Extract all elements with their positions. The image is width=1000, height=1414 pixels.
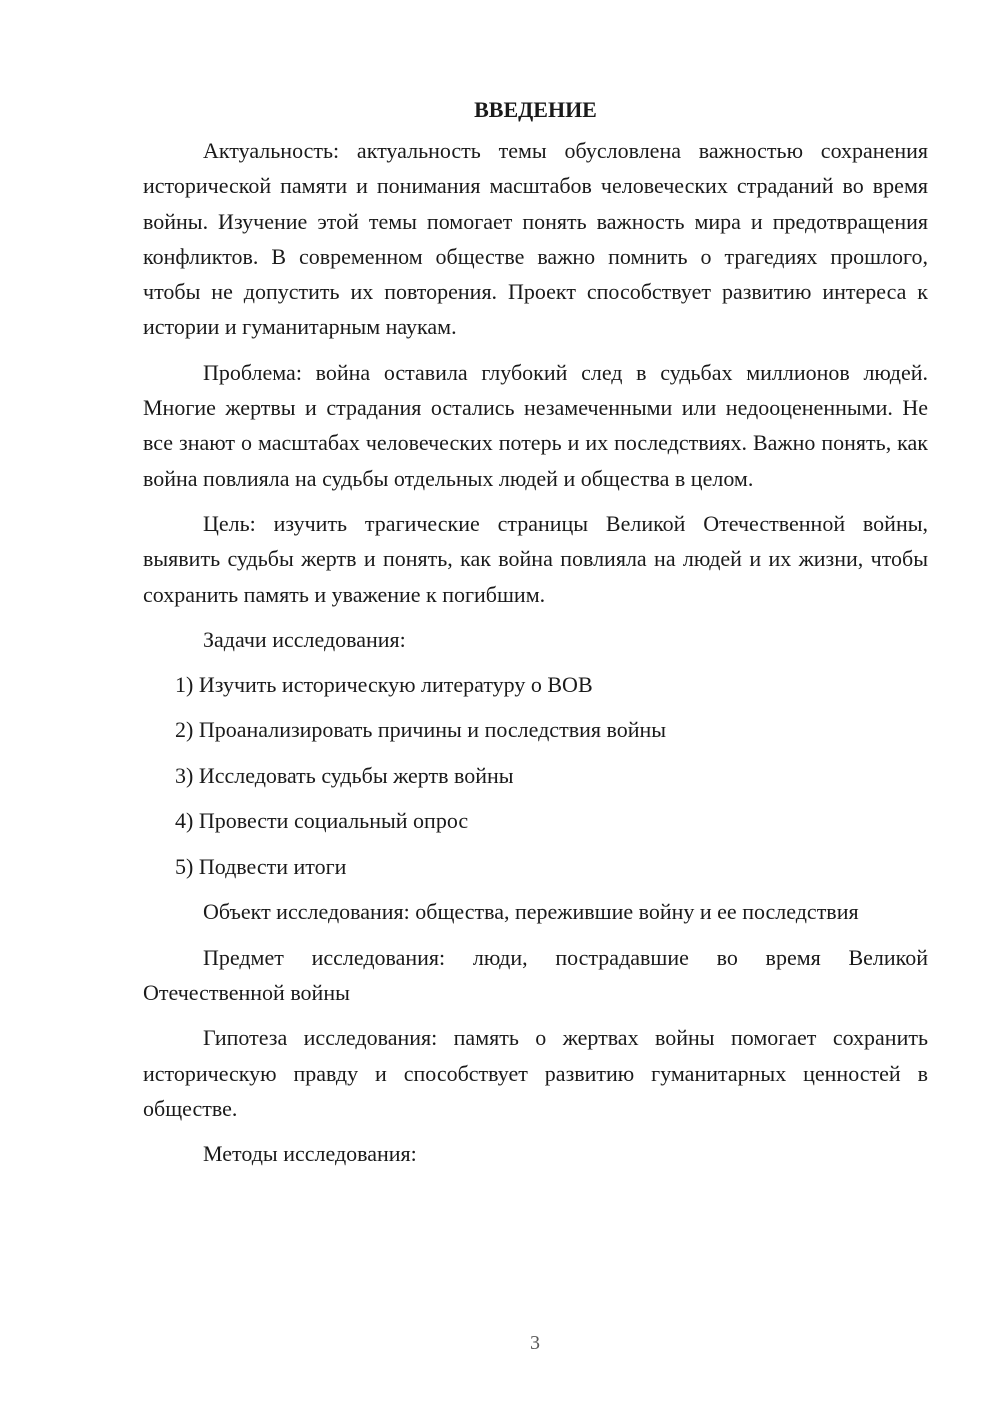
subject-paragraph: Предмет исследования: люди, пострадавшие во время Великой Отечественной войны xyxy=(143,944,928,1005)
task-item: 4) Провести социальный опрос xyxy=(175,808,469,834)
tasks-heading: Задачи исследования: xyxy=(203,626,406,652)
task-item: 1) Изучить историческую литературу о ВОВ xyxy=(175,671,593,697)
relevance-paragraph: Актуальность: актуальность темы обусловлена важностью сохранения исторической памяти и понимания масштабов человеческих страданий во время войны. Изучение этой темы помогает понять важность мира и предотвращения конфликтов. В современном обществе важно помнить о трагедиях прошлого, чтобы не допустить их повторения. Проект способствует развитию интереса к истории и гуманитарным наукам. xyxy=(143,138,928,340)
page-title: ВВЕДЕНИЕ xyxy=(474,97,597,122)
problem-paragraph: Проблема: война оставила глубокий след в судьбах миллионов людей. Многие жертвы и страдания остались незамеченными или недооцененными. Не все знают о масштабах человеческих потерь и их последствиях. Важно понять, как война повлияла на судьбы отдельных людей и общества в целом. xyxy=(143,359,928,491)
task-item: 3) Исследовать судьбы жертв войны xyxy=(175,762,514,788)
hypothesis-paragraph: Гипотеза исследования: память о жертвах войны помогает сохранить историческую правду и способствует развитию гуманитарных ценностей в обществе. xyxy=(143,1025,928,1121)
task-item: 5) Подвести итоги xyxy=(175,853,347,879)
document-page xyxy=(143,92,928,1181)
methods-heading: Методы исследования: xyxy=(203,1141,417,1167)
object-paragraph: Объект исследования: общества, пережившие войну и ее последствия xyxy=(203,899,859,925)
tasks-list xyxy=(143,667,928,884)
goal-paragraph: Цель: изучить трагические страницы Великой Отечественной войны, выявить судьбы жертв и понять, как война повлияла на людей и их жизни, чтобы сохранить память и уважение к погибшим. xyxy=(143,510,928,607)
page-number: 3 xyxy=(530,1332,540,1354)
task-item: 2) Проанализировать причины и последствия войны xyxy=(175,717,667,743)
